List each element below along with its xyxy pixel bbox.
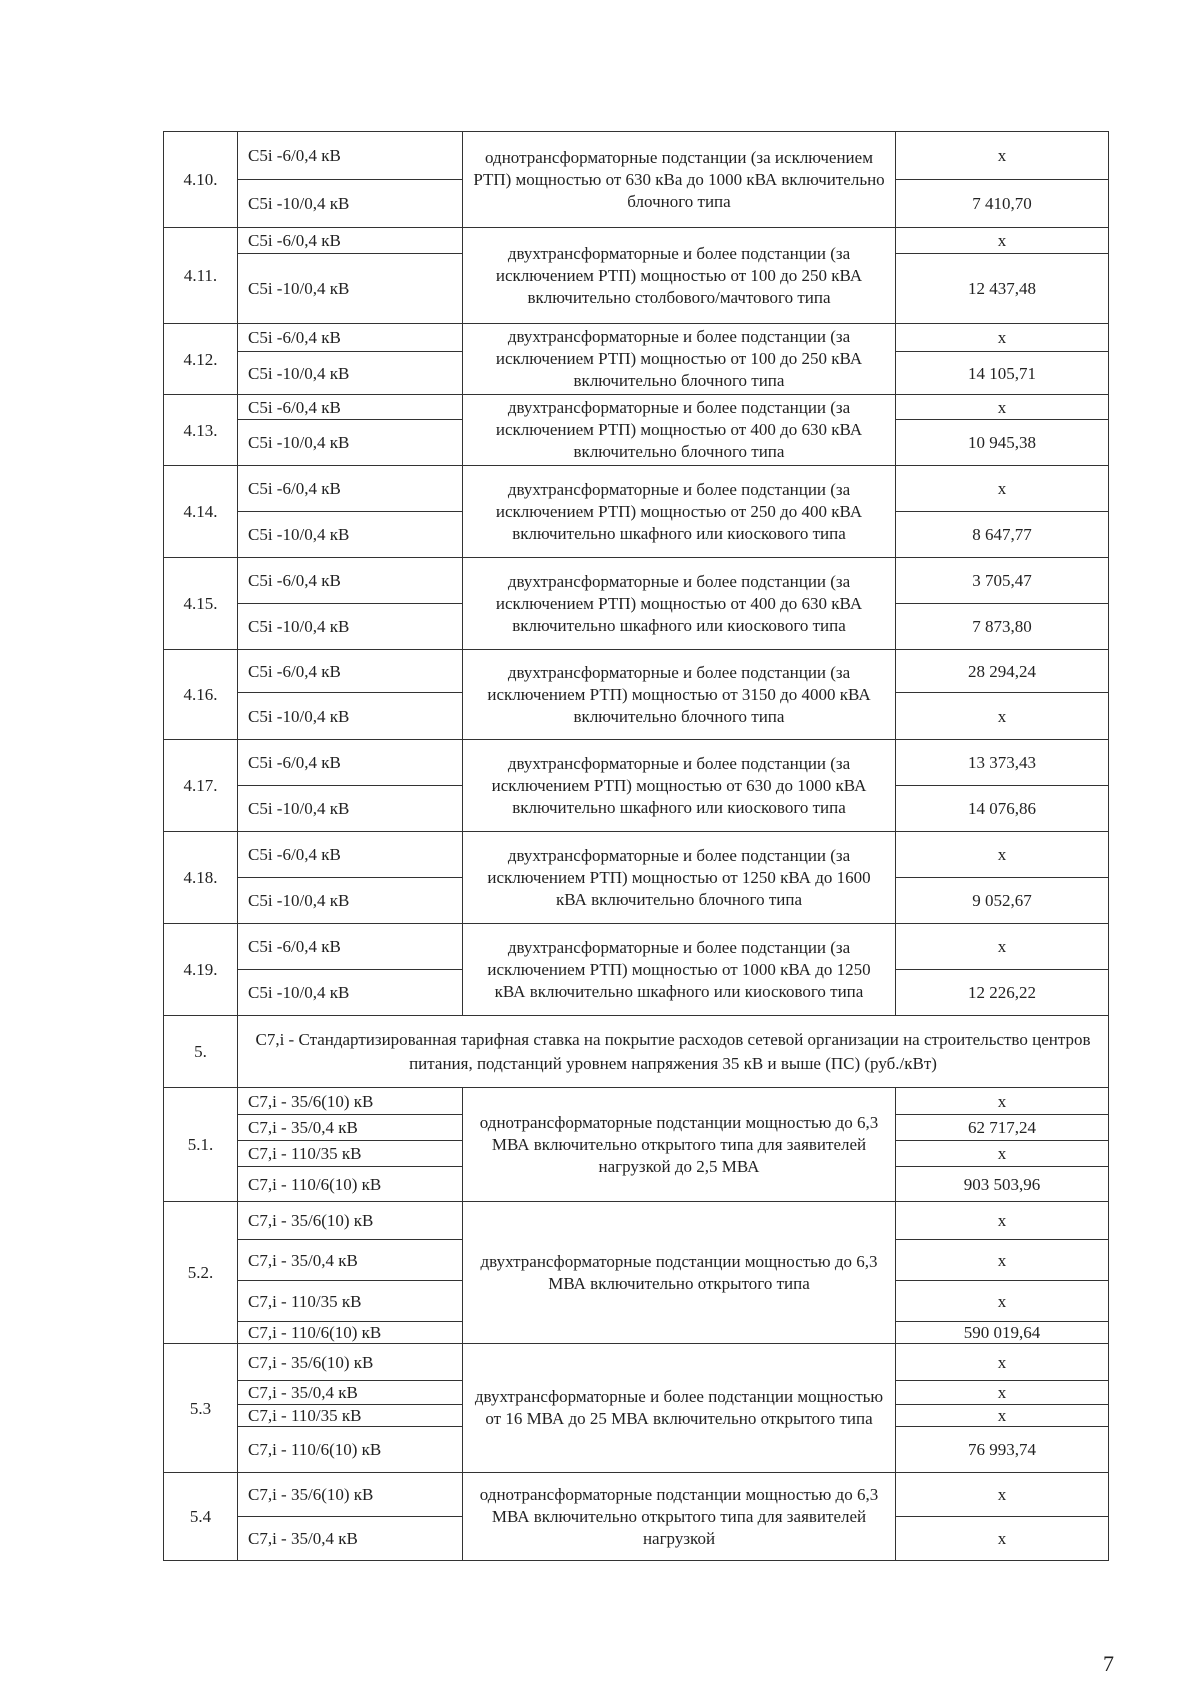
rate-value: х	[896, 1240, 1109, 1281]
rate-code: С5i -6/0,4 кВ	[238, 324, 463, 352]
rate-code: С7,i - 110/35 кВ	[238, 1405, 463, 1427]
rate-code: С5i -6/0,4 кВ	[238, 650, 463, 693]
rate-value: 9 052,67	[896, 878, 1109, 924]
item-number: 4.15.	[164, 558, 238, 650]
substation-description: двухтрансформаторные и более подстанции (за исключением РТП) мощностью от 1000 кВА до 1250 кВА включительно шкафного или киоскового типа	[463, 924, 896, 1016]
rate-value: х	[896, 228, 1109, 254]
rate-code: С7,i - 35/6(10) кВ	[238, 1344, 463, 1381]
rate-code: С5i -10/0,4 кВ	[238, 970, 463, 1016]
table-row	[164, 650, 1109, 693]
rate-value: х	[896, 832, 1109, 878]
rate-code: С5i -10/0,4 кВ	[238, 420, 463, 466]
section-title: С7,i - Стандартизированная тарифная ставка на покрытие расходов сетевой организации на строительство центров питания, подстанций уровнем напряжения 35 кВ и выше (ПС) (руб./кВт)	[238, 1016, 1109, 1088]
substation-description: двухтрансформаторные и более подстанции (за исключением РТП) мощностью от 100 до 250 кВА включительно блочного типа	[463, 324, 896, 395]
page-number: 7	[1103, 1651, 1114, 1676]
rate-code: С7,i - 110/6(10) кВ	[238, 1427, 463, 1473]
rate-value: 13 373,43	[896, 740, 1109, 786]
tariff-table	[163, 131, 1109, 1561]
item-number: 4.12.	[164, 324, 238, 395]
rate-value: 12 437,48	[896, 254, 1109, 324]
rate-value: 7 873,80	[896, 604, 1109, 650]
rate-value: 62 717,24	[896, 1115, 1109, 1141]
item-number: 4.10.	[164, 132, 238, 228]
table-row	[164, 466, 1109, 512]
rate-code: С7,i - 35/0,4 кВ	[238, 1381, 463, 1405]
rate-value: 903 503,96	[896, 1167, 1109, 1202]
rate-code: С7,i - 110/35 кВ	[238, 1281, 463, 1322]
rate-code: С5i -6/0,4 кВ	[238, 395, 463, 420]
item-number: 5.3	[164, 1344, 238, 1473]
substation-description: двухтрансформаторные и более подстанции (за исключением РТП) мощностью от 400 до 630 кВА включительно шкафного или киоскового типа	[463, 558, 896, 650]
tariff-table-page	[163, 131, 1108, 1561]
rate-value: 14 105,71	[896, 352, 1109, 395]
item-number: 5.1.	[164, 1088, 238, 1202]
rate-value: 28 294,24	[896, 650, 1109, 693]
item-number: 5.4	[164, 1473, 238, 1561]
table-row	[164, 324, 1109, 352]
rate-value: х	[896, 693, 1109, 740]
rate-value: х	[896, 1202, 1109, 1240]
substation-description: двухтрансформаторные и более подстанции (за исключением РТП) мощностью от 630 до 1000 кВА включительно шкафного или киоскового типа	[463, 740, 896, 832]
rate-code: С5i -10/0,4 кВ	[238, 352, 463, 395]
rate-code: С5i -10/0,4 кВ	[238, 786, 463, 832]
rate-code: С5i -10/0,4 кВ	[238, 180, 463, 228]
rate-code: С7,i - 35/6(10) кВ	[238, 1088, 463, 1115]
table-row	[164, 395, 1109, 420]
rate-code: С5i -10/0,4 кВ	[238, 604, 463, 650]
table-row	[164, 132, 1109, 180]
item-number: 4.17.	[164, 740, 238, 832]
rate-code: С5i -6/0,4 кВ	[238, 228, 463, 254]
rate-value: х	[896, 1381, 1109, 1405]
rate-code: С5i -6/0,4 кВ	[238, 924, 463, 970]
rate-code: С5i -6/0,4 кВ	[238, 466, 463, 512]
rate-value: 8 647,77	[896, 512, 1109, 558]
rate-value: х	[896, 1517, 1109, 1561]
rate-code: С5i -6/0,4 кВ	[238, 740, 463, 786]
rate-code: С7,i - 35/0,4 кВ	[238, 1240, 463, 1281]
item-number: 4.19.	[164, 924, 238, 1016]
rate-value: х	[896, 1141, 1109, 1167]
rate-code: С5i -6/0,4 кВ	[238, 132, 463, 180]
substation-description: двухтрансформаторные и более подстанции (за исключением РТП) мощностью от 3150 до 4000 кВА включительно блочного типа	[463, 650, 896, 740]
rate-code: С7,i - 110/6(10) кВ	[238, 1167, 463, 1202]
item-number: 4.11.	[164, 228, 238, 324]
substation-description: двухтрансформаторные и более подстанции (за исключением РТП) мощностью от 400 до 630 кВА включительно блочного типа	[463, 395, 896, 466]
rate-code: С7,i - 35/6(10) кВ	[238, 1473, 463, 1517]
substation-description: двухтрансформаторные и более подстанции мощностью от 16 МВА до 25 МВА включительно открытого типа	[463, 1344, 896, 1473]
substation-description: двухтрансформаторные подстанции мощностью до 6,3 МВА включительно открытого типа	[463, 1202, 896, 1344]
rate-code: С7,i - 35/0,4 кВ	[238, 1517, 463, 1561]
substation-description: однотрансформаторные подстанции мощностью до 6,3 МВА включительно открытого типа для заявителей нагрузкой	[463, 1473, 896, 1561]
table-row	[164, 1344, 1109, 1381]
rate-value: 14 076,86	[896, 786, 1109, 832]
rate-value: 590 019,64	[896, 1322, 1109, 1344]
item-number: 4.16.	[164, 650, 238, 740]
rate-value: х	[896, 466, 1109, 512]
rate-value: 3 705,47	[896, 558, 1109, 604]
rate-value: 7 410,70	[896, 180, 1109, 228]
table-row	[164, 924, 1109, 970]
rate-value: 76 993,74	[896, 1427, 1109, 1473]
rate-code: С7,i - 35/6(10) кВ	[238, 1202, 463, 1240]
rate-value: х	[896, 132, 1109, 180]
item-number: 5.2.	[164, 1202, 238, 1344]
table-row	[164, 558, 1109, 604]
rate-value: 12 226,22	[896, 970, 1109, 1016]
rate-code: С7,i - 35/0,4 кВ	[238, 1115, 463, 1141]
rate-code: С5i -10/0,4 кВ	[238, 693, 463, 740]
rate-value: х	[896, 1344, 1109, 1381]
substation-description: двухтрансформаторные и более подстанции (за исключением РТП) мощностью от 1250 кВА до 1600 кВА включительно блочного типа	[463, 832, 896, 924]
table-row	[164, 1473, 1109, 1517]
section-number: 5.	[164, 1016, 238, 1088]
rate-code: С5i -10/0,4 кВ	[238, 254, 463, 324]
rate-code: С5i -6/0,4 кВ	[238, 832, 463, 878]
substation-description: однотрансформаторные подстанции (за исключением РТП) мощностью от 630 кВа до 1000 кВА включительно блочного типа	[463, 132, 896, 228]
rate-value: х	[896, 324, 1109, 352]
rate-code: С5i -6/0,4 кВ	[238, 558, 463, 604]
table-row	[164, 740, 1109, 786]
section-header-row	[164, 1016, 1109, 1088]
substation-description: однотрансформаторные подстанции мощностью до 6,3 МВА включительно открытого типа для заявителей нагрузкой до 2,5 МВА	[463, 1088, 896, 1202]
table-row	[164, 1202, 1109, 1240]
rate-code: С7,i - 110/6(10) кВ	[238, 1322, 463, 1344]
substation-description: двухтрансформаторные и более подстанции (за исключением РТП) мощностью от 100 до 250 кВА включительно столбового/мачтового типа	[463, 228, 896, 324]
rate-value: х	[896, 395, 1109, 420]
substation-description: двухтрансформаторные и более подстанции (за исключением РТП) мощностью от 250 до 400 кВА включительно шкафного или киоскового типа	[463, 466, 896, 558]
rate-value: х	[896, 1281, 1109, 1322]
rate-value: х	[896, 1473, 1109, 1517]
table-row	[164, 832, 1109, 878]
rate-code: С7,i - 110/35 кВ	[238, 1141, 463, 1167]
rate-value: 10 945,38	[896, 420, 1109, 466]
table-row	[164, 228, 1109, 254]
item-number: 4.18.	[164, 832, 238, 924]
rate-value: х	[896, 924, 1109, 970]
item-number: 4.14.	[164, 466, 238, 558]
item-number: 4.13.	[164, 395, 238, 466]
rate-code: С5i -10/0,4 кВ	[238, 512, 463, 558]
rate-value: х	[896, 1088, 1109, 1115]
table-row	[164, 1088, 1109, 1115]
rate-value: х	[896, 1405, 1109, 1427]
rate-code: С5i -10/0,4 кВ	[238, 878, 463, 924]
